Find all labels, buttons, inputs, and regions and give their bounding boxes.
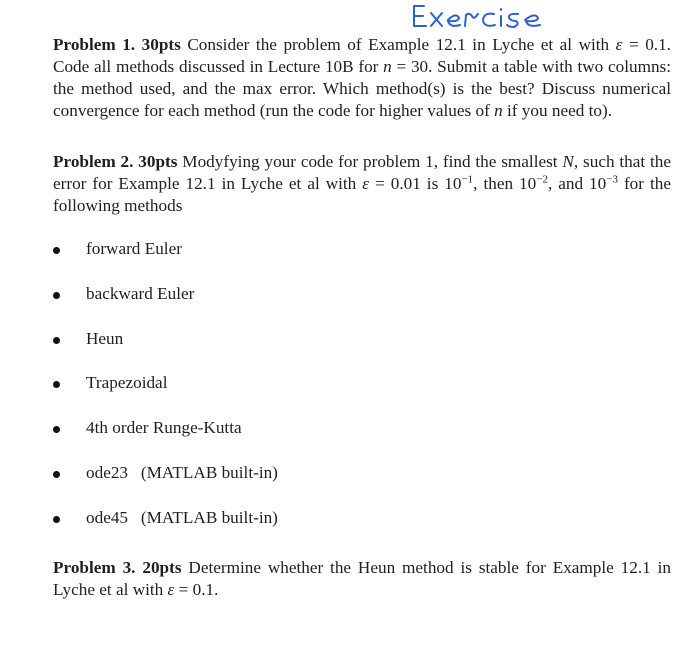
bullet-icon [53,337,60,344]
methods-list [53,238,673,552]
bullet-icon [53,292,60,299]
problem-2-text-e: , and 10 [547,174,607,193]
problem-3-text-a: Determine whether the Heun method is stable for Example 12.1 in Lyche et al with [53,558,671,599]
problem-2-points: 30pts [138,152,178,171]
bullet-icon [53,516,60,523]
problem-2-text-d: , then 10 [473,174,537,193]
problem-2-text-c: = 0.01 is 10 [369,174,462,193]
list-item [53,238,673,260]
problem-2-epsilon: ε [362,174,370,193]
problem-1-epsilon: ε [615,35,623,54]
problem-3-paragraph [53,557,671,601]
problem-1-text-d: if you need to). [502,101,613,120]
problem-2-text-b: , such that the error for Example 12.1 in Lyche et al with [53,152,671,193]
problem-2-text-f: for the following methods [53,174,671,215]
problem-2-exponent-2: −2 [536,173,548,186]
method-label: Trapezoidal [86,373,168,393]
list-item [53,507,673,529]
bullet-icon [53,471,60,478]
problem-2-N: N [562,152,574,171]
problem-1-paragraph [53,34,671,122]
problem-1-label: Problem 1. [53,35,136,54]
problem-3-text-b: = 0.1. [174,580,219,599]
list-item [53,372,673,394]
list-item [53,328,673,350]
problem-1-n: n [383,57,392,76]
method-label: 4th order Runge-Kutta [86,418,242,438]
method-label: ode45 (MATLAB built-in) [86,507,278,527]
bullet-icon [53,381,60,388]
problem-3-points: 20pts [142,558,182,577]
list-item [53,417,673,439]
problem-2-label: Problem 2. [53,152,134,171]
handwritten-exercise-annotation [410,0,580,34]
problem-2-exponent-3: −3 [606,173,618,186]
method-label: ode23 (MATLAB built-in) [86,462,278,482]
problem-2-text-a: Modyfying your code for problem 1, find the smallest [177,152,563,171]
problem-1-text-a: Consider the problem of Example 12.1 in Lyche et al with [180,35,616,54]
problem-2-paragraph [53,151,671,217]
problem-1-n-2: n [494,101,503,120]
method-label: forward Euler [86,239,182,258]
problem-1-text-c: = 30. Submit a table with two columns: the method used, and the max error. Which method(s) is the best? Discuss numerical convergence for each method (run the code for higher values of [53,57,672,120]
list-item [53,462,673,484]
list-item [53,283,673,305]
bullet-icon [53,247,60,254]
problem-1-text-b: = 0.1. Code all methods discussed in Lecture 10B for [53,35,671,76]
bullet-icon [53,426,60,433]
problem-3-label: Problem 3. [53,558,136,577]
method-label: backward Euler [86,283,195,303]
method-label: Heun [86,328,124,348]
problem-3-epsilon: ε [167,580,175,599]
problem-2-exponent-1: −1 [461,173,474,186]
problem-1-points: 30pts [141,35,181,54]
